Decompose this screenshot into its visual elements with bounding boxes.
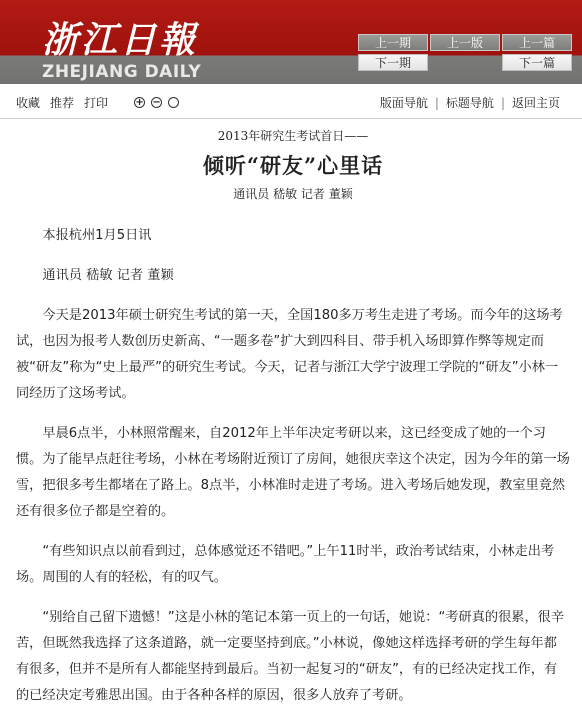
toolbar-actions: [16, 94, 179, 111]
article-byline: 通讯员 嵇敏 记者 董颖: [233, 187, 353, 201]
prev-period-button[interactable]: 上一期: [358, 34, 428, 51]
article-kicker: 2013年研究生考试首日——: [217, 129, 369, 143]
next-article-button[interactable]: 下一篇: [502, 54, 572, 71]
recommend-link[interactable]: 推荐: [50, 96, 75, 110]
article-title: 倾听“研友”心里话: [202, 153, 384, 178]
divider: |: [500, 95, 505, 110]
article-paragraph: 早晨6点半，小林照常醒来，自2012年上半年决定考研以来，这已经变成了她的一个习惯。为了能早点赶往考场，小林在考场附近预订了房间，她很庆幸这个决定，因为今年的第一场雪，把很多考生都堵在了路上。8点半，小林准时走进了考场。进入考场后她发现，教室里竟然还有很多位子都是空着的。: [16, 426, 570, 519]
newspaper-logo: 浙江日報: [42, 19, 199, 61]
article: [0, 127, 582, 709]
toolbar: [0, 84, 582, 119]
prev-article-button[interactable]: 上一篇: [502, 34, 572, 51]
zoom-in-icon[interactable]: +: [135, 97, 144, 108]
masthead: [0, 0, 582, 84]
article-paragraph: 通讯员 嵇敏 记者 董颖: [42, 268, 174, 283]
prev-edition-button[interactable]: 上一版: [430, 34, 500, 51]
article-paragraph: 今天是2013年硕士研究生考试的第一天，全国180多万考生走进了考场。而今年的这场考试，也因为报考人数创历史新高、“一题多卷”扩大到四科目、带手机入场即算作弊等规定而被“研友”称为“史上最严”的研究生考试。今天，记者与浙江大学宁波理工学院的“研友”小林一同经历了这场考试。: [16, 308, 563, 401]
next-period-button[interactable]: 下一期: [358, 54, 428, 71]
zoom-out-icon[interactable]: −: [152, 97, 161, 108]
favorite-link[interactable]: 收藏: [16, 96, 41, 110]
layout-nav-link[interactable]: 版面导航: [379, 96, 428, 110]
article-paragraph: “有些知识点以前看到过，总体感觉还不错吧。”上午11时半，政治考试结束，小林走出考场。周围的人有的轻松，有的叹气。: [16, 544, 555, 585]
title-nav-link[interactable]: 标题导航: [445, 96, 494, 110]
home-link[interactable]: 返回主页: [511, 96, 560, 110]
article-paragraph: “别给自己留下遗憾！”这是小林的笔记本第一页上的一句话，她说：“考研真的很累，很辛苦，但既然我选择了这条道路，就一定要坚持到底。”小林说，像她这样选择考研的学生每年都有很多，但并不是所有人都能坚持到最后。当初一起复习的“研友”，有的已经决定找工作，有的已经决定考雅思出国。由于各种各样的原因，很多人放弃了考研。: [16, 610, 565, 703]
issue-navigation: [358, 34, 572, 71]
article-paragraph: 本报杭州1月5日讯: [42, 228, 152, 243]
divider: |: [434, 95, 439, 110]
site-navigation: [380, 94, 560, 111]
newspaper-logo-english: ZHEJIANG DAILY: [42, 62, 202, 82]
next-edition-placeholder: [430, 54, 500, 71]
print-link[interactable]: 打印: [84, 96, 109, 110]
zoom-reset-icon[interactable]: [168, 97, 179, 108]
zoom-controls: [134, 97, 179, 108]
